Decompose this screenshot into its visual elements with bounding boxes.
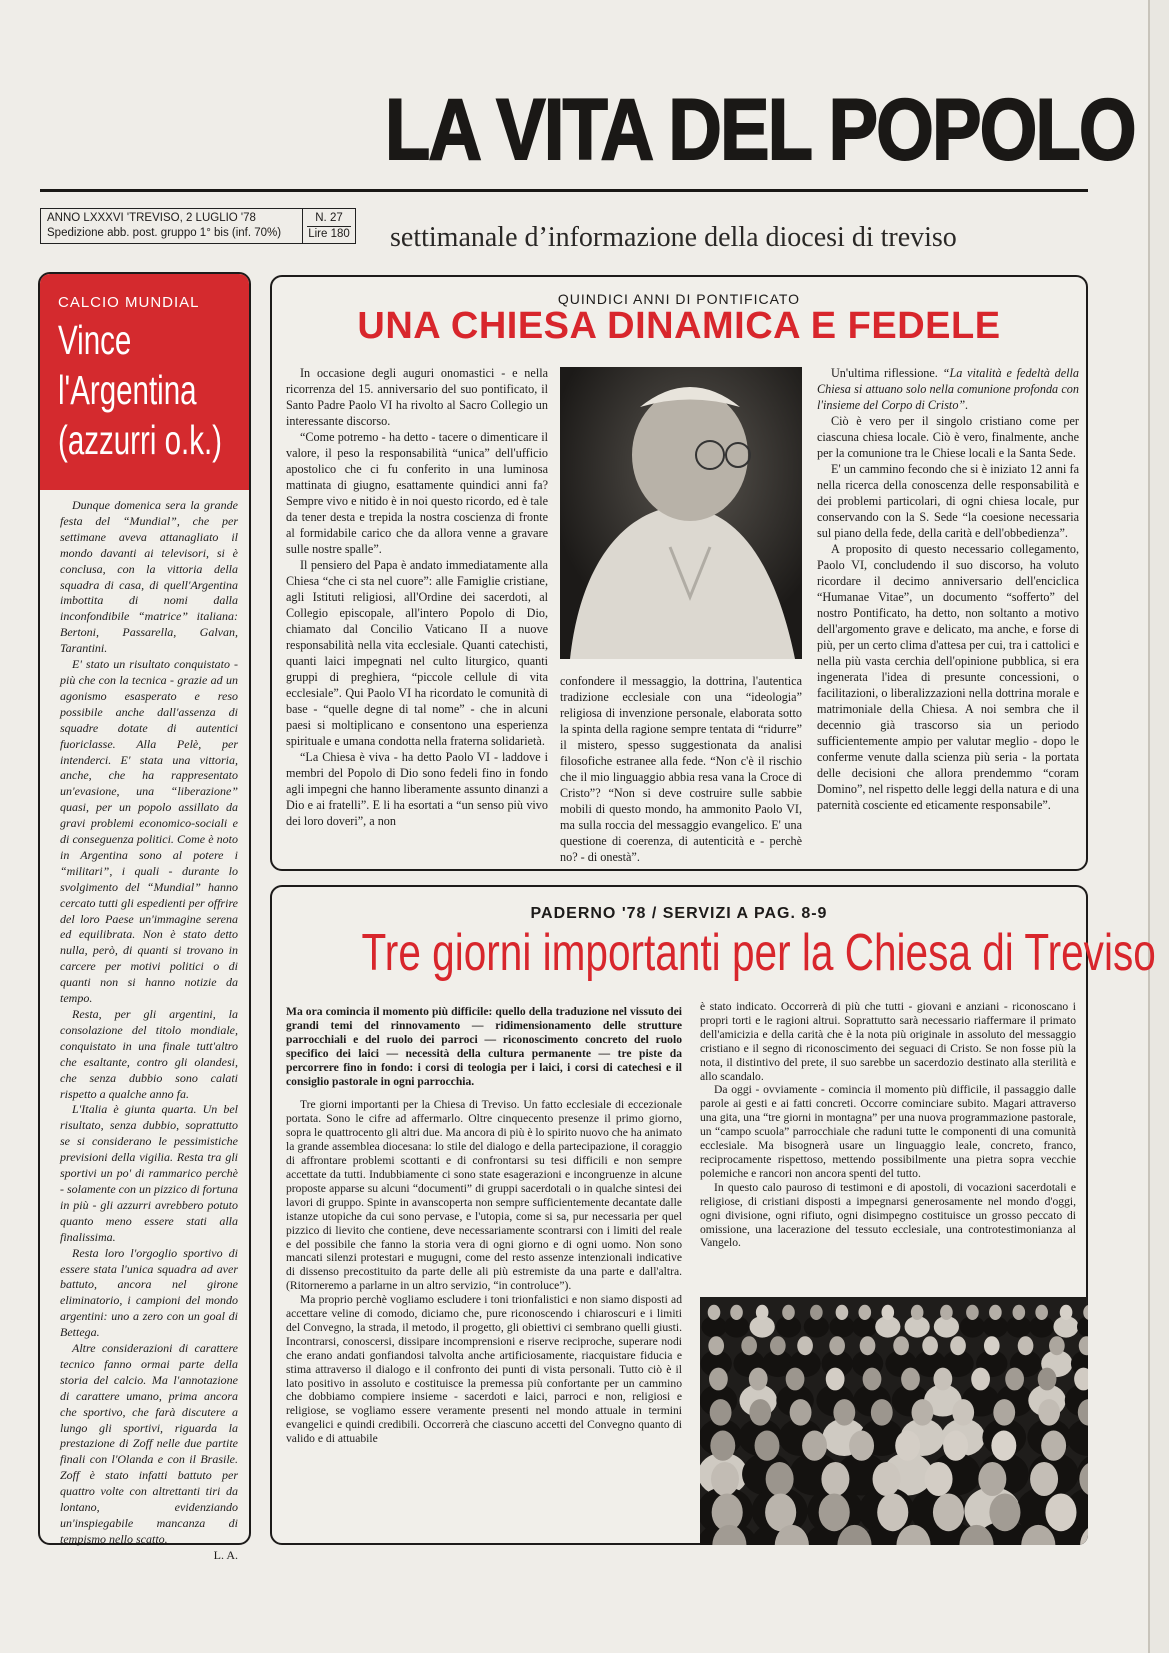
- crowd-person-head: [989, 1493, 1020, 1531]
- paragraph: L'Italia è giunta quarta. Un bel risultato, senza dubbio, soprattutto se si considerano le pessimistiche previsioni della vigilia. Resta tra gli sportivi un po' di rammarico perchè - solamente con un pizzico di fortuna in più - gli azzurri avrebbero potuto quanto meno essere stati alla finalissima.: [60, 1102, 238, 1244]
- crowd-person-head: [1038, 1399, 1060, 1426]
- bottom-article-headline: Tre giorni importanti per la Chiesa di Treviso: [361, 924, 1156, 982]
- top-article-headline: UNA CHIESA DINAMICA E FEDELE: [357, 305, 1001, 347]
- issue-price: Lire 180: [308, 228, 350, 240]
- crowd-person-head: [790, 1399, 812, 1426]
- crowd-person-head: [1041, 1431, 1066, 1461]
- sidebar-article: [38, 272, 251, 1562]
- crowd-person-head: [821, 1462, 849, 1496]
- paragraph: Resta loro l'orgoglio sportivo di essere stata l'unica squadra ad aver battuto, ancora nel girone eliminatorio, i campioni del mondo argentini: uno a zero con un goal di Bettega.: [60, 1245, 238, 1340]
- paragraph: A proposito di questo necessario collegamento, Paolo VI, concludendo il suo discorso, ha voluto ricordare il decimo anniversario dell'enciclica “Humanae Vitae”, un documento “sofferto” del nostro Pontificato, ha detto, non soltanto a motivo dell'argomento grave e delicato, ma anche, e forse di più, per un certo clima d'attesa per cui, tra i cattolici e nella più vasta cerchia dell'opinione pubblica, si era ingenerata l'idea di presunte concessioni, o facilitazioni, o liberalizzazioni nella dottrina morale e matrimoniale della Chiesa. A noi sembra che il decennio già trascorso sia un periodo sufficientemente ampio per valutar meglio - dopo le conferme venute dalla scienza più seria - la portata delle decisioni che allora prendemmo “coram Domino”, nel rispetto delle leggi della natura e di una paternità cosciente ed eticamente responsabile”.: [817, 542, 1079, 812]
- crowd-person-head: [993, 1399, 1015, 1426]
- crowd-person-head: [922, 1336, 938, 1355]
- masthead-title: LA VITA DEL POPOLO: [385, 82, 1135, 178]
- sidebar-headline: Vince l'Argentina (azzurri o.k.): [58, 317, 223, 463]
- assembly-crowd-photo: [700, 1297, 1088, 1545]
- crowd-person-head: [895, 1431, 920, 1461]
- crowd-person-head: [1018, 1336, 1034, 1355]
- crowd-person-head: [708, 1336, 724, 1355]
- crowd-person-head: [1060, 1305, 1073, 1320]
- crowd-person-head: [863, 1368, 882, 1391]
- paragraph: In occasione degli auguri onomastici - e nella ricorrenza del 15. anniversario del suo pontificato, il Santo Padre Paolo VI ha rivolto al Sacro Collegio un interessante discorso.: [286, 366, 548, 428]
- crowd-person-head: [877, 1493, 908, 1531]
- masthead-rule: [40, 189, 1088, 192]
- signature: L. A.: [213, 1547, 238, 1562]
- crowd-person-head: [770, 1336, 786, 1355]
- top-article-col1: [286, 365, 548, 829]
- crowd-person-head: [1049, 1336, 1065, 1355]
- crowd-person-head: [984, 1336, 1000, 1355]
- sidebar-body: [60, 498, 238, 1564]
- intro: Un'ultima riflessione.: [831, 366, 938, 380]
- masthead-subtitle: settimanale d’informazione della diocesi di treviso: [390, 222, 957, 253]
- crowd-person-head: [749, 1368, 768, 1391]
- top-article-kicker: QUINDICI ANNI DI PONTIFICATO: [557, 291, 801, 307]
- crowd-person-head: [802, 1431, 827, 1461]
- paragraph: In questo calo pauroso di testimoni e di apostoli, di vocazioni sacerdotali e religiose, di cristiani disposti a impegnarsi generosamente nel mondo d'oggi, ogni divisione, ogni rifiuto, ogni disimpegno costituisce un grosso peccato di omissione, una lacerazione del tessuto ecclesiale, una controtestimonianza al Vangelo.: [700, 1180, 1076, 1250]
- crowd-person-head: [797, 1336, 813, 1355]
- lead-paragraph: Ma ora comincia il momento più difficile: quello della traduzione nel vissuto dei grandi temi del rinnovamento — ridimensionamento delle strutture parrocchiali e del ruolo dei parroci — riconoscimento concreto del ruolo specifico dei laici — necessità della cultura permanente — tre piste da percorrere fino in fondo: i corsi di teologia per i laici, i corsi di catechesi e il consiglio pastorale in ogni parrocchia.: [286, 1005, 682, 1088]
- crowd-person-head: [933, 1368, 952, 1391]
- crowd-person-head: [829, 1336, 845, 1355]
- crowd-person-head: [709, 1368, 728, 1391]
- crowd-image: [700, 1297, 1088, 1545]
- paragraph: Ma proprio perchè vogliamo escludere i toni trionfalistici e non siamo disposti ad accettare veline di comodo, diciamo che, pure riconoscendo i chiaroscuri e i limiti del Convegno, la strada, il metodo, il progetto, gli obiettivi ci sembrano quelli giusti. Incontrarsi, conoscersi, dissipare incomprensioni e riserve reciproche, superare nodi che erano andati gonfiandosi talvolta anche artificiosamente, riacquistare fiducia e stima attraverso il dialogo e il confronto dei punti di vista personali. Tutto ciò è il lato positivo in assoluto e costituisce la premessa più confortante per un cammino che dobbiamo compiere insieme - sacerdoti e laici, parroci e non, religiosi e religiose, se vogliamo essere veramente presenti nel mondo attuale in termini evangelici e quindi credibili. Occorrerà che ciascuno accetti del Convegno quanto di valido e di attuabile: [286, 1293, 682, 1446]
- crowd-person-head: [901, 1368, 920, 1391]
- crowd-person-head: [755, 1431, 780, 1461]
- top-article: [270, 275, 1088, 871]
- crowd-person-head: [882, 1305, 895, 1320]
- crowd-person-head: [952, 1399, 974, 1426]
- crowd-person-head: [978, 1462, 1006, 1496]
- bottom-article-col2: [700, 1000, 1076, 1250]
- issue-info-box: [40, 208, 356, 244]
- crowd-person-head: [810, 1305, 823, 1320]
- pope-photo: [560, 367, 802, 659]
- paragraph: Altre considerazioni di carattere tecnico fanno ormai parte della storia del calcio. Ma l'annotazione di carattere umano, prima ancora che sportivo, che farà discutere a lungo gli sportivi, riguarda la prestazione di Zoff nelle due partite finali con l'Olanda e con il Brasile. Zoff è stato infatti battuto per quattro volte con altrettanti tiri da lontano, evidenziando un'inspiegabile mancanza di tempismo nello scatto.: [60, 1341, 238, 1546]
- crowd-person-head: [826, 1368, 845, 1391]
- crowd-person-head: [911, 1305, 924, 1320]
- crowd-person-head: [933, 1493, 964, 1531]
- bottom-article: [270, 885, 1156, 1545]
- paragraph: Tre giorni importanti per la Chiesa di Treviso. Un fatto ecclesiale di eccezionale portata. Sono le cifre ad affermarlo. Oltre cinquecento presenze il primo giorno, sopra le quattrocento gli altri due. Ma ancora di più è lo spirito nuovo che ha animato la grande assemblea diocesana: lo stile del dialogo e della partecipazione, il coraggio di affrontare problemi scottanti e di confrontarsi su tesi difficili e non sempre accettate da tutti. Indubbiamente ci sono state esagerazioni e incongruenze in alcune proposte apparse su alcuni “documenti” di gruppi sacerdotali o in qualche sintesi dei lavori di gruppo. Spinte in avanscoperta non sempre sufficientemente decantate dalle istanze utopiche da cui sono pervase, e l'utopia, come si sa, pur necessaria per quel pizzico di lievito che contiene, deve necessariamente scontrarsi con i limiti del reale e del possibile che fanno la storia vera di ogni giorno e di ogni uomo. Non sono mancati silenzi protestari e mugugni, come del resto assenze intenzionali indicative di dissenso precostituito da parte delle ali più estremiste da una parte e dall'altra. (Ritorneremo a parlarne in un altro servizio, “in controluce”).: [286, 1098, 682, 1293]
- crowd-person-head: [860, 1336, 876, 1355]
- crowd-person-head: [708, 1305, 721, 1320]
- top-article-col3: [817, 365, 1079, 813]
- issue-date: ANNO LXXXVI 'TREVISO, 2 LUGLIO '78: [47, 212, 256, 224]
- crowd-person-head: [871, 1399, 893, 1426]
- crowd-person-head: [710, 1431, 735, 1461]
- issue-number: N. 27: [315, 212, 343, 224]
- crowd-person-head: [873, 1462, 901, 1496]
- crowd-person-head: [819, 1493, 850, 1531]
- sidebar-kicker: CALCIO MUNDIAL: [58, 294, 200, 311]
- crowd-person-head: [836, 1305, 849, 1320]
- paragraph: Il pensiero del Papa è andato immediatamente alla Chiesa “che ci sta nel cuore”: alle Famiglie cristiane, agli Istituti religiosi, all'Ordine dei sacerdoti, al Collegio episcopale, all'intero Popolo di Dio, chiamato dal Concilio Vaticano II a nuove responsabilità nella vita ecclesiale. Quanti catechisti, quanti laici impegnati nel culto liturgico, quanti gruppi di preghiera, “piccole cellule di vita ecclesiale”. Qui Paolo VI ha ricordato le comunità di base - “quelle degne di tal nome” - che in alcuni paesi si moltiplicano e consentono una esperienza spirituale e umana condotta nella fraterna solidarietà.: [286, 558, 548, 748]
- bottom-article-col1: [286, 1005, 682, 1446]
- crowd-person-head: [849, 1431, 874, 1461]
- quote: “La vitalità e fedeltà della Chiesa si attuano solo nella comunione profonda con l'insieme del Corpo di Cristo”.: [817, 366, 1080, 412]
- crowd-person-head: [1005, 1368, 1024, 1391]
- paragraph: è stato indicato. Occorrerà di più che tutti - giovani e anziani - riconoscano i propri torti e le ragioni altrui. Soprattutto sarà necessario riaffermare il primato dell'amicizia e della carità che è la nota più originale in assoluto del messaggio cristiano e il segno di riconoscimento dei seguaci di Cristo. Se non fosse più la nota, il distintivo del prete, il suo sarebbe un sacerdozio destinato alla sterilità e allo scandalo.: [700, 1000, 1076, 1083]
- crowd-person-body: [1077, 1316, 1088, 1338]
- crowd-person-head: [991, 1431, 1016, 1461]
- crowd-person-head: [741, 1336, 757, 1355]
- top-article-col2: [560, 673, 802, 865]
- crowd-person-head: [925, 1462, 953, 1496]
- paragraph: Ciò è vero per il singolo cristiano come per ciascuna chiesa locale. Ciò è vero, finalmente, anche per la comunione tra le Chiese locali e la Santa Sede.: [817, 414, 1079, 460]
- paragraph: Dunque domenica sera la grande festa del “Mundial”, che per settimane aveva attanagliato il mondo davanti ai televisori, si è conclusa, con la vittoria della squadra di casa, di quell'Argentina imbottita di nomi dalla inconfondibile “matrice” italiana: Bertoni, Passarella, Galvan, Tarantini.: [60, 498, 238, 656]
- pope-portrait-image: [560, 367, 802, 659]
- crowd-person-head: [943, 1431, 968, 1461]
- crowd-person-head: [833, 1399, 855, 1426]
- paragraph: confondere il messaggio, la dottrina, l'autentica tradizione ecclesiale con una “ideologia” religiosa di invenzione personale, elaborata sotto la spinta della ragione sempre tentata di “ridurre” il mistero, spesso suggestionata da analisi filosofiche estranee alla fede. “Non c'è il rischio che il mio linguaggio abbia resa vana la Croce di Cristo”? “Non si deve costruire sulle sabbie mobili di questo mondo, ha ammonito Paolo VI, ma sulla roccia del messaggio evangelico. E' una questione di coerenza, di autenticità e - perchè no? - di onestà”.: [560, 674, 802, 864]
- paragraph: Da oggi - ovviamente - comincia il momento più difficile, il passaggio dalle parole ai gesti e ai fatti concreti. Occorre cominciare subito. Magari attraverso una gita, una “tre giorni in montagna” per una nuova programmazione pastorale, un “campo scuola” parrocchiale che raduni tutte le componenti di una comunità ecclesiale. Ma bisognerà usare un linguaggio leale, concreto, franco, reciprocamente rispettoso, mettendo possibilmente una pietra sopra vecchie polemiche e rancori non ancora spenti del tutto.: [700, 1083, 1076, 1180]
- crowd-person-head: [950, 1336, 966, 1355]
- paragraph: “La Chiesa è viva - ha detto Paolo VI - laddove i membri del Popolo di Dio sono fedeli fino in fondo agli impegni che hanno liberamente assunto dinanzi a Dio e ai fratelli”. E li ha esortati a “un senso più vivo dei loro doveri”, a non: [286, 750, 548, 828]
- crowd-person-head: [749, 1399, 771, 1426]
- crowd-person-head: [989, 1305, 1002, 1320]
- crowd-person-head: [893, 1336, 909, 1355]
- crowd-person-head: [786, 1368, 805, 1391]
- crowd-person-head: [971, 1368, 990, 1391]
- crowd-person-head: [1045, 1493, 1076, 1531]
- crowd-person-head: [966, 1305, 979, 1320]
- crowd-person-head: [1013, 1305, 1026, 1320]
- crowd-person-head: [730, 1305, 743, 1320]
- bottom-article-kicker: PADERNO '78 / SERVIZI A PAG. 8-9: [530, 905, 828, 922]
- paragraph: Resta, per gli argentini, la consolazione del titolo mondiale, conquistato in una finale tutt'altro che esaltante, contro gli olandesi, che senza dubbio sono calati rispetto a qualche anno fa.: [60, 1007, 238, 1101]
- crowd-person-head: [912, 1399, 934, 1426]
- postal-info: Spedizione abb. post. gruppo 1° bis (inf. 70%): [47, 227, 282, 239]
- crowd-person-head: [756, 1305, 769, 1320]
- crowd-person-head: [711, 1462, 739, 1496]
- crowd-person-head: [1038, 1368, 1057, 1391]
- crowd-person-head: [858, 1305, 871, 1320]
- sidebar-header: [40, 274, 249, 490]
- crowd-person-head: [1030, 1462, 1058, 1496]
- paragraph: “Come potremo - ha detto - tacere o dimenticare il valore, il peso la responsabilità “unica” dell'ufficio apostolico che ci fu conferito in una luminosa mattinata di giugno, esattamente quindici anni fa? Sempre vivo e nitido è in noi questo ricordo, ed è tale da tener desta e trepida la nostra coscienza di fronte al formidabile carico che da allora venne a gravare sulle nostre spalle”.: [286, 430, 548, 556]
- crowd-person-head: [710, 1399, 732, 1426]
- crowd-person-head: [766, 1462, 794, 1496]
- paragraph: E' un cammino fecondo che si è iniziato 12 anni fa nella ricerca della conoscenza delle responsabilità e dei problemi particolari, di ogni chiesa locale, pur conservando con la S. Sede “la coesione necessaria sul piano della fede, della carità e dell'obbedienza”.: [817, 462, 1079, 540]
- crowd-person-head: [782, 1305, 795, 1320]
- crowd-person-head: [940, 1305, 953, 1320]
- crowd-person-head: [1035, 1305, 1048, 1320]
- paragraph: E' stato un risultato conquistato - più che con la tecnica - grazie ad un agonismo esasperato e reso possibile anche dall'assenza di squadre dotate di autentici fuoriclasse. Alla Pelè, per intenderci. E' stata una vittoria, anche, che ha rappresentato un'evasione, una “liberazione” quasi, per un popolo assillato da gravi problemi economico-sociali e di conseguenza politici. Come è noto in Argentina sono al potere i “militari”, i quali - durante lo svolgimento del “Mundial” hanno cercato tutti gli espedienti per offrire del loro Paese un'immagine serena ed equilibrata. Non è stato detto nulla, però, di quanti si trovano in carcere per motivi politici o di quanti non si hanno notizie da tempo.: [60, 657, 238, 1006]
